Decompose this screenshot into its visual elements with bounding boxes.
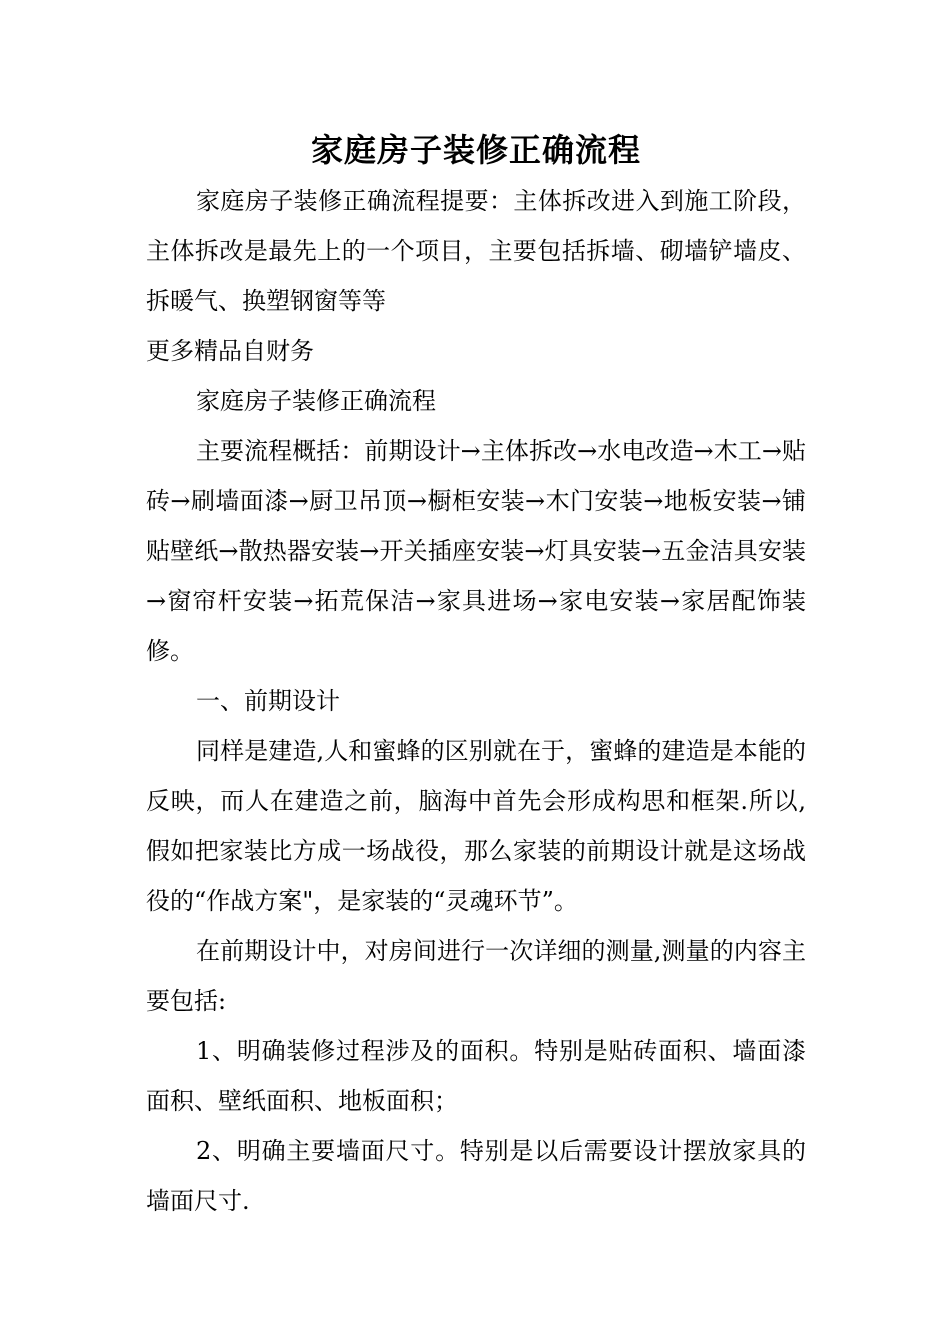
paragraph-measurement: 在前期设计中，对房间进行一次详细的测量,测量的内容主要包括: [146, 937, 806, 1015]
paragraph-more-link: 更多精品自财务 [146, 337, 314, 365]
document-page [146, 128, 806, 1226]
list-item-area: 1、明确装修过程涉及的面积。特别是贴砖面积、墙面漆面积、壁纸面积、地板面积； [146, 1037, 806, 1115]
list-item-wall-size: 2、明确主要墙面尺寸。特别是以后需要设计摆放家具的墙面尺寸. [146, 1137, 806, 1215]
section-heading-design: 一、前期设计 [196, 687, 340, 715]
paragraph-subtitle: 家庭房子装修正确流程 [196, 387, 436, 415]
document-title: 家庭房子装修正确流程 [310, 131, 641, 169]
paragraph-process-overview: 主要流程概括：前期设计→主体拆改→水电改造→木工→贴砖→刷墙面漆→厨卫吊顶→橱柜安装→木门安装→地板安装→铺贴壁纸→散热器安装→开关插座安装→灯具安装→五金洁具安装→窗帘杆安装→拓荒保洁→家具进场→家电安装→家居配饰装修。 [146, 437, 806, 665]
paragraph-summary: 家庭房子装修正确流程提要：主体拆改进入到施工阶段，主体拆改是最先上的一个项目，主要包括拆墙、砌墙铲墙皮、拆暖气、换塑钢窗等等 [146, 187, 806, 315]
paragraph-design-intro: 同样是建造,人和蜜蜂的区别就在于，蜜蜂的建造是本能的反映，而人在建造之前，脑海中首先会形成构思和框架.所以,假如把家装比方成一场战役，那么家装的前期设计就是这场战役的“作战方案"，是家装的“灵魂环节”。 [146, 737, 806, 915]
